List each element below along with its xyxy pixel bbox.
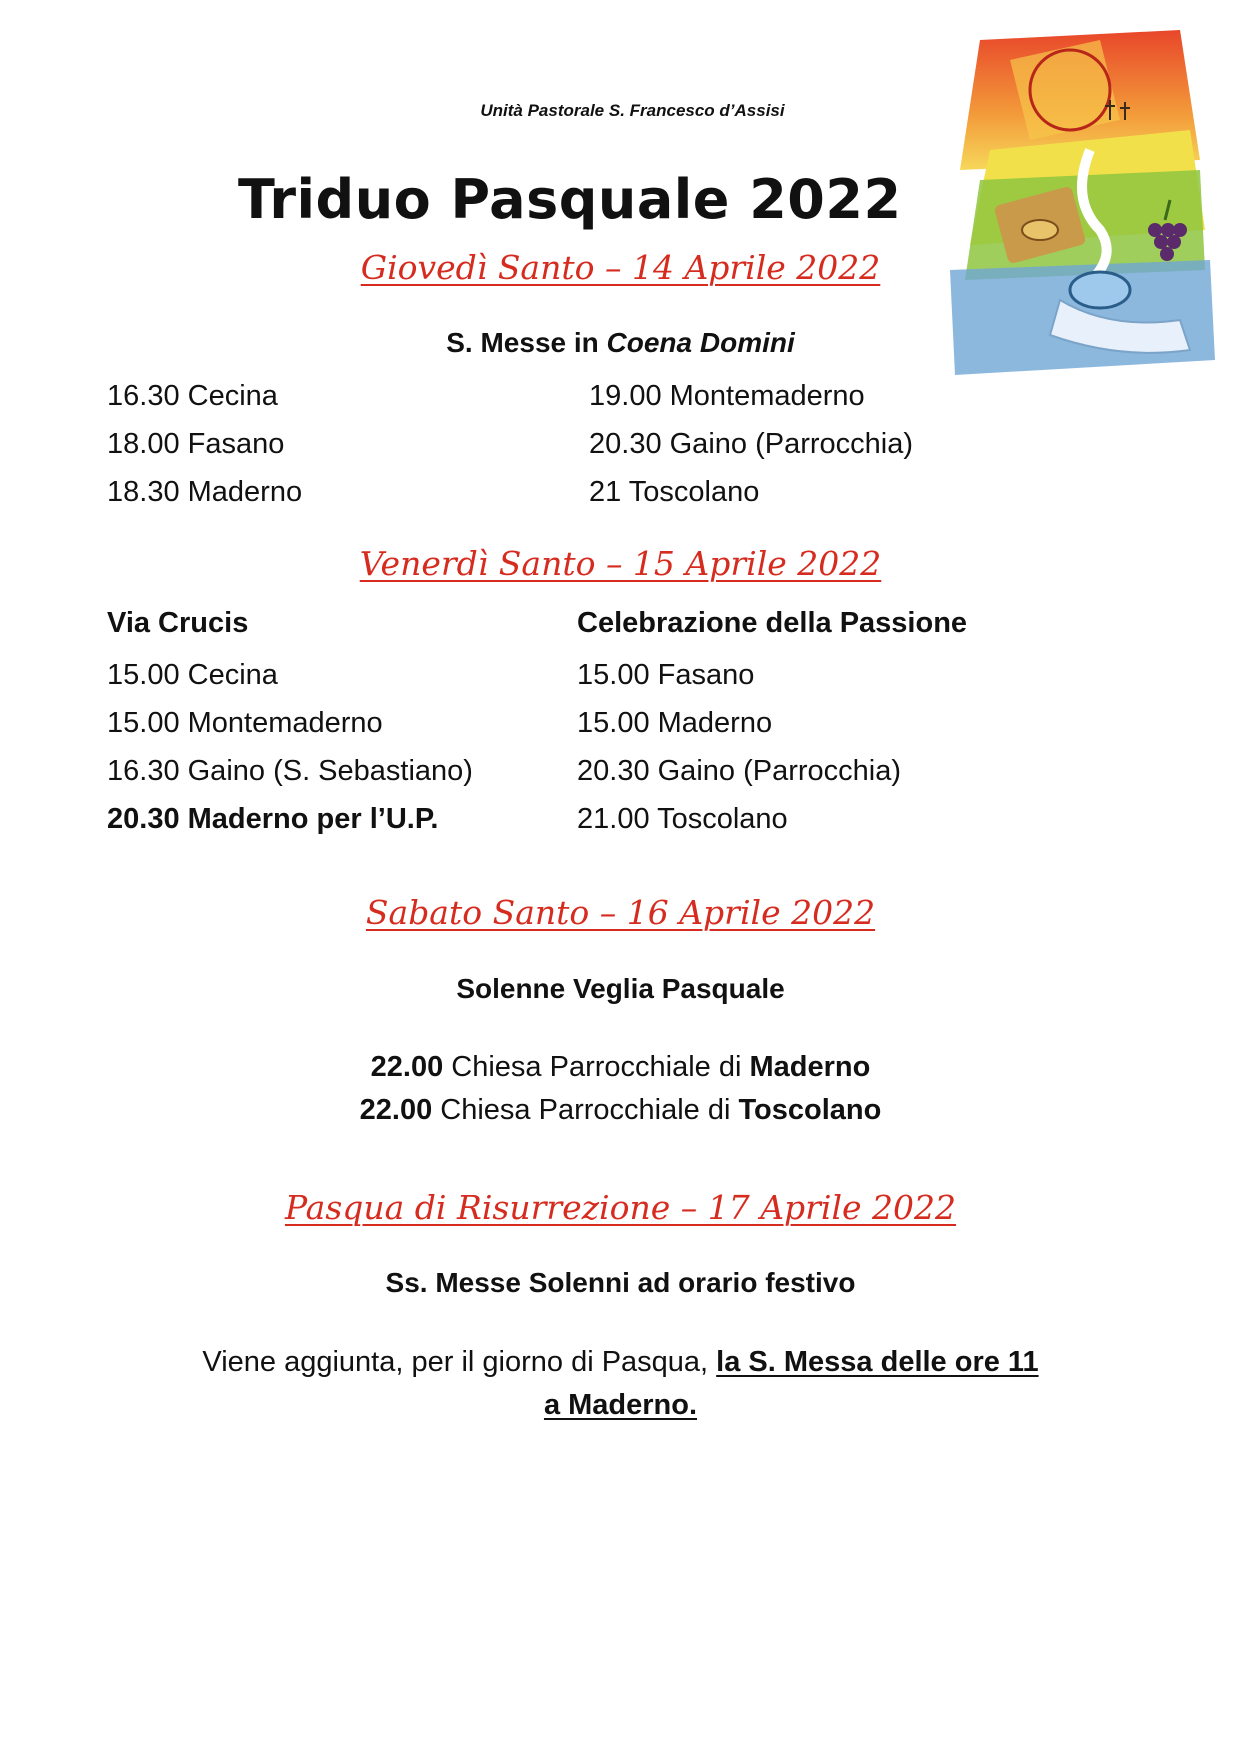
list-item: 15.00 Montemaderno <box>107 707 383 739</box>
church-text: Chiesa Parrocchiale di <box>432 1094 739 1126</box>
passione-title: Celebrazione della Passione <box>577 607 968 639</box>
thursday-heading: Giovedì Santo – 14 Aprile 2022 <box>360 248 881 287</box>
sunday-heading: Pasqua di Risurrezione – 17 Aprile 2022 <box>284 1188 957 1227</box>
friday-right-list <box>577 651 901 843</box>
thursday-left-list <box>107 372 302 516</box>
thursday-subtitle-italic: Coena Domini <box>606 327 795 358</box>
sunday-subtitle: Ss. Messe Solenni ad orario festivo <box>385 1267 856 1298</box>
friday-left-list <box>107 651 473 843</box>
saturday-line-maderno <box>0 1043 1241 1091</box>
sunday-note-line2 <box>0 1381 1241 1429</box>
via-crucis-title: Via Crucis <box>107 607 249 639</box>
time: 22.00 <box>359 1094 433 1126</box>
note-highlight: la S. Messa delle ore 11 <box>716 1346 1039 1378</box>
list-item: 20.30 Gaino (Parrocchia) <box>589 428 913 460</box>
saturday-subtitle: Solenne Veglia Pasquale <box>456 973 785 1004</box>
list-item: 16.30 Cecina <box>107 380 278 412</box>
friday-heading: Venerdì Santo – 15 Aprile 2022 <box>359 544 882 583</box>
sunday-note <box>0 1338 1241 1386</box>
page-title: Triduo Pasquale 2022 <box>238 168 902 231</box>
organization-name: Unità Pastorale S. Francesco d’Assisi <box>480 101 785 120</box>
list-item: 15.00 Fasano <box>577 659 755 691</box>
thursday-subtitle <box>0 327 1241 359</box>
church-text: Chiesa Parrocchiale di <box>443 1051 750 1083</box>
list-item: 21 Toscolano <box>589 476 760 508</box>
list-item: 20.30 Maderno per l’U.P. <box>107 803 439 835</box>
list-item: 15.00 Maderno <box>577 707 773 739</box>
thursday-subtitle-prefix: S. Messe in <box>446 327 607 358</box>
list-item: 15.00 Cecina <box>107 659 278 691</box>
list-item: 16.30 Gaino (S. Sebastiano) <box>107 755 473 787</box>
saturday-heading: Sabato Santo – 16 Aprile 2022 <box>365 893 876 932</box>
list-item: 19.00 Montemaderno <box>589 380 865 412</box>
place: Toscolano <box>738 1094 882 1126</box>
note-prefix: Viene aggiunta, per il giorno di Pasqua, <box>202 1346 717 1378</box>
list-item: 18.00 Fasano <box>107 428 285 460</box>
list-item: 21.00 Toscolano <box>577 803 788 835</box>
time: 22.00 <box>370 1051 444 1083</box>
note-highlight-2: a Maderno. <box>543 1389 698 1421</box>
list-item: 18.30 Maderno <box>107 476 303 508</box>
list-item: 20.30 Gaino (Parrocchia) <box>577 755 901 787</box>
thursday-right-list <box>589 372 913 516</box>
saturday-line-toscolano <box>0 1086 1241 1134</box>
place: Maderno <box>749 1051 871 1083</box>
